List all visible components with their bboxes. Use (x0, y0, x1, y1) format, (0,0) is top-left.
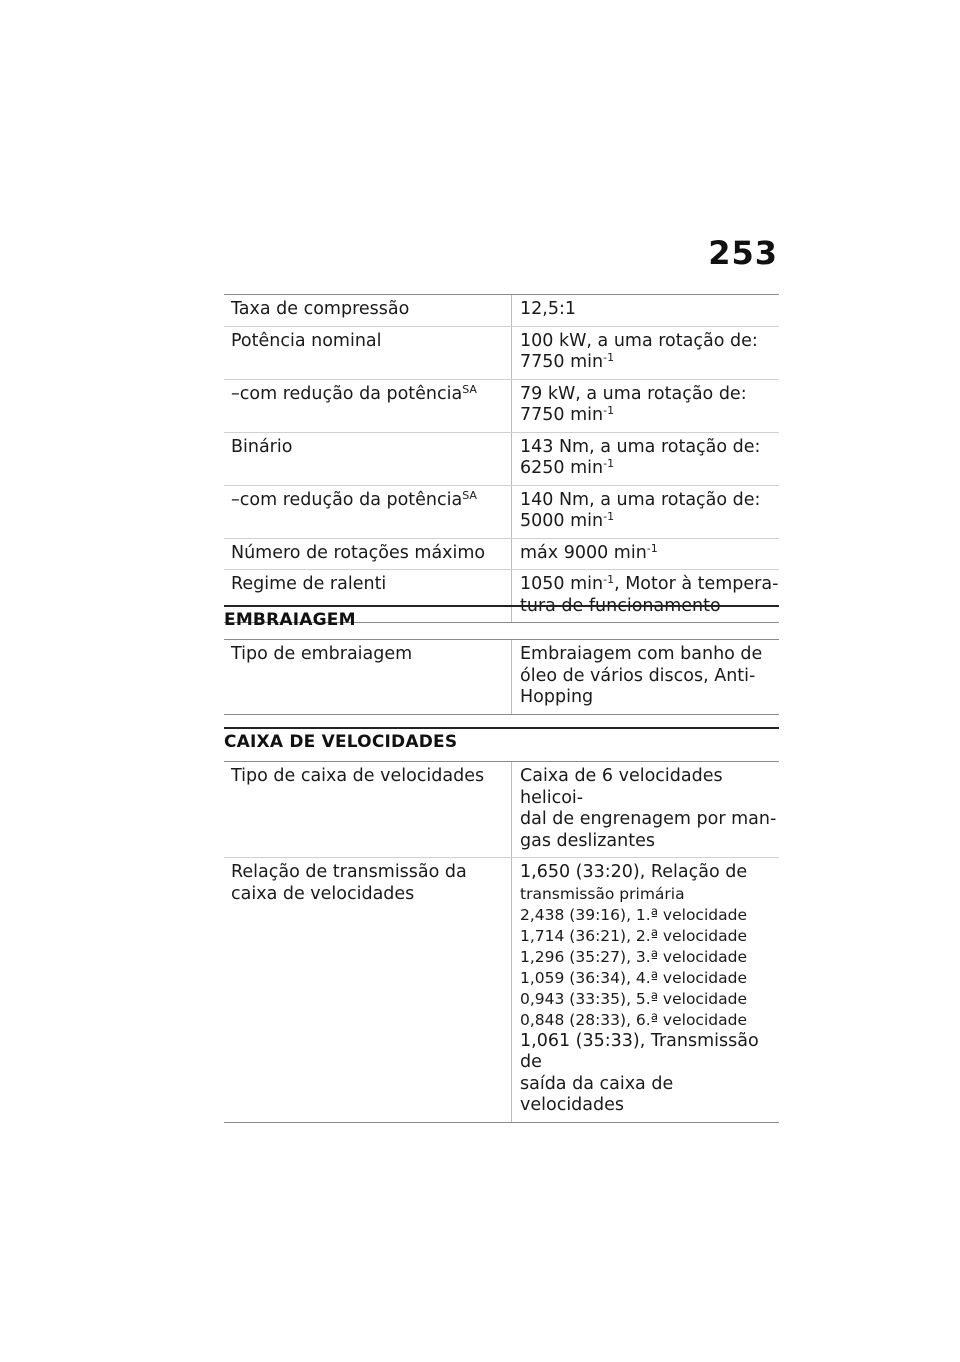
table-row (224, 538, 779, 570)
table-row (224, 485, 779, 538)
spec-label: Regime de ralenti (224, 570, 512, 623)
spec-value: 1,650 (33:20), Relação de transmissão primária 2,438 (39:16), 1.ª velocidade 1,714 (36:21), 2.ª velocidade 1,296 (35:27), 3.ª velocidade 1,059 (36:34), 4.ª velocidade 0,943 (33:35), 5.ª velocidade 0,848 (28:33), 6.ª velocidade 1,061 (35:33), Transmissão de saída da caixa de velocidades (512, 858, 780, 1123)
spec-value: Caixa de 6 velocidades helicoi- dal de engrenagem por man- gas deslizantes (512, 762, 780, 858)
spec-label: Potência nominal (224, 326, 512, 379)
engine-spec-block (224, 294, 779, 623)
table-row (224, 295, 779, 327)
spec-value: 1050 $\min^{-1}$, Motor à tempera- tura de funcionamento (512, 570, 780, 623)
table-row (224, 432, 779, 485)
spec-value: 140 Nm, a uma rotação de: 5000 $\min^{-1}$ (512, 485, 780, 538)
clutch-spec-block (224, 639, 779, 715)
spec-value: Embraiagem com banho de óleo de vários discos, Anti- Hopping (512, 640, 780, 715)
table-row (224, 326, 779, 379)
page-number: 253 (708, 234, 778, 272)
section-heading-gearbox: CAIXA DE VELOCIDADES (224, 727, 779, 752)
spec-label: –com redução da potência$^{SA}$ (224, 379, 512, 432)
spec-label: Binário (224, 432, 512, 485)
spec-value: 79 kW, a uma rotação de: 7750 $\min^{-1}$ (512, 379, 780, 432)
spec-value: máx 9000 $\min^{-1}$ (512, 538, 780, 570)
table-row (224, 858, 779, 1123)
spec-label: Tipo de caixa de velocidades (224, 762, 512, 858)
spec-label: Relação de transmissão da caixa de velocidades (224, 858, 512, 1123)
spec-label: –com redução da potência$^{SA}$ (224, 485, 512, 538)
spec-value: 100 kW, a uma rotação de: 7750 $\min^{-1}$ (512, 326, 780, 379)
spec-value: 143 Nm, a uma rotação de: 6250 $\min^{-1}$ (512, 432, 780, 485)
table-row (224, 379, 779, 432)
engine-spec-table (224, 294, 779, 623)
spec-value: 12,5:1 (512, 295, 780, 327)
table-row (224, 762, 779, 858)
clutch-spec-table (224, 639, 779, 715)
gearbox-spec-block (224, 761, 779, 1123)
spec-label: Número de rotações máximo (224, 538, 512, 570)
section-heading-clutch: EMBRAIAGEM (224, 605, 779, 630)
spec-label: Tipo de embraiagem (224, 640, 512, 715)
spec-label: Taxa de compressão (224, 295, 512, 327)
table-row (224, 640, 779, 715)
gearbox-spec-table (224, 761, 779, 1123)
